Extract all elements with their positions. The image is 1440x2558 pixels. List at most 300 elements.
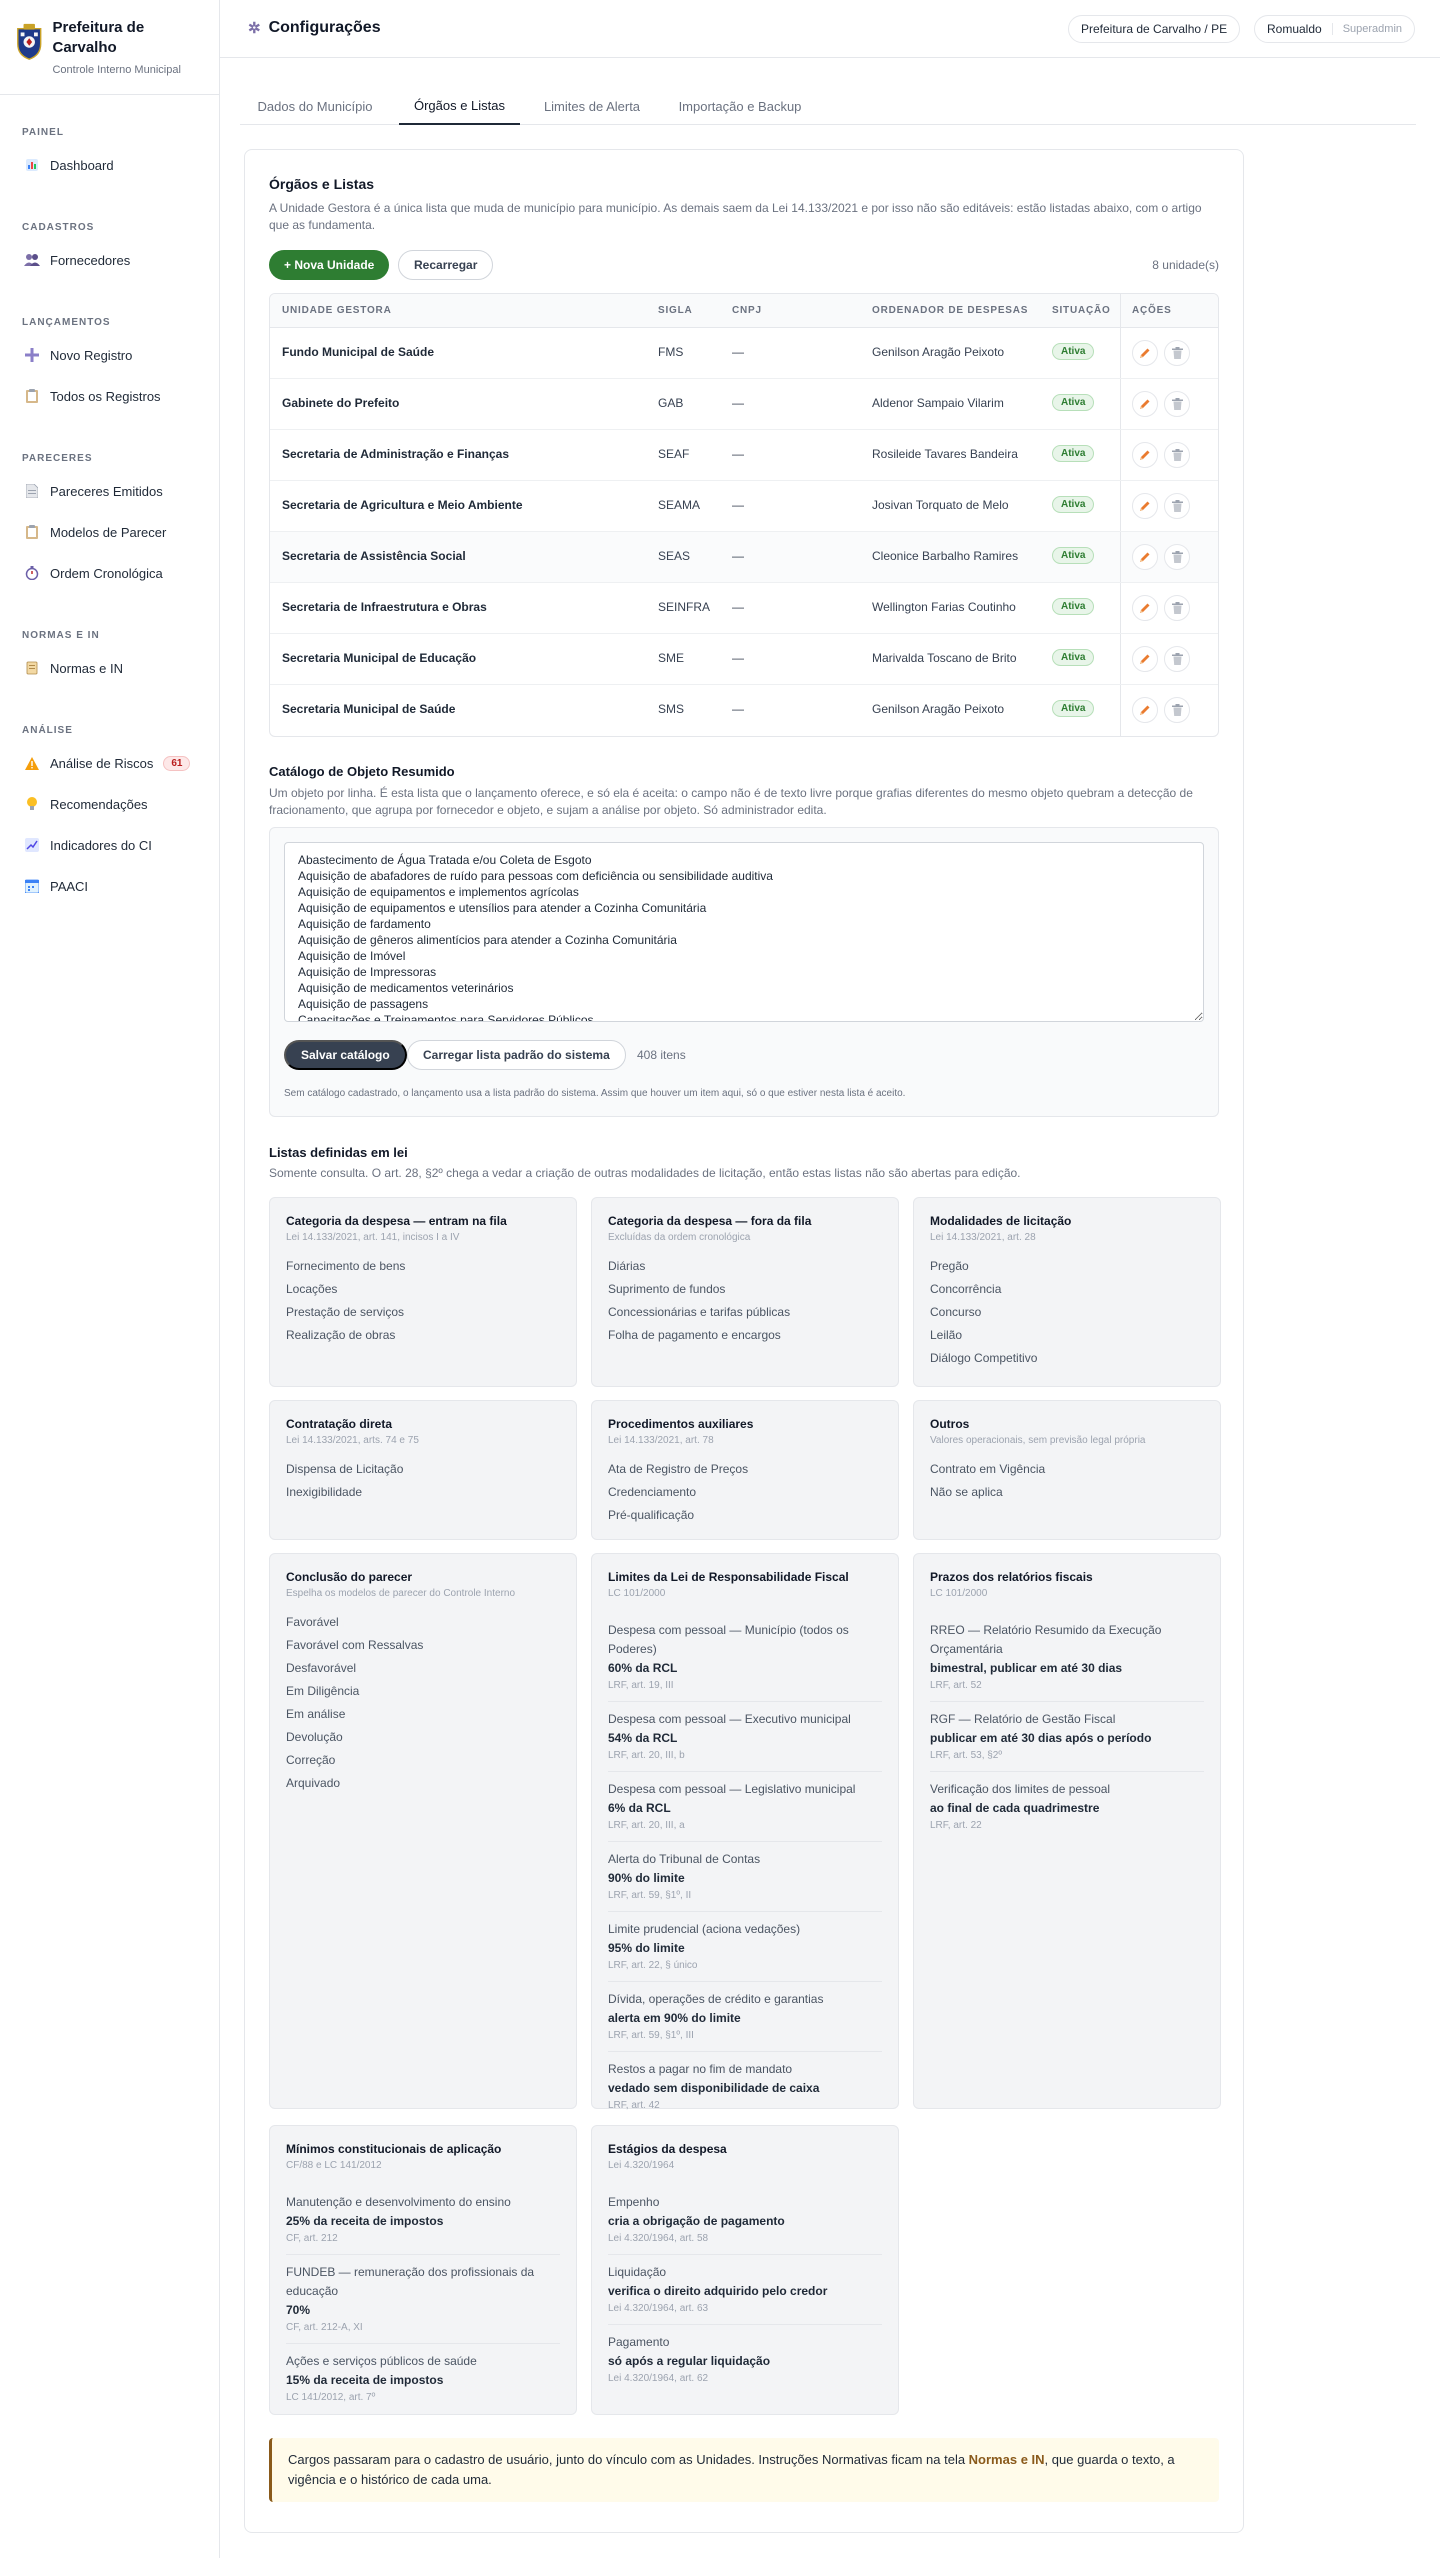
list-item: Diálogo Competitivo — [930, 1351, 1038, 1365]
trash-icon — [1172, 398, 1183, 410]
law-list-card — [269, 1400, 577, 1540]
top-bar — [220, 0, 1440, 58]
list-item: Concurso — [930, 1305, 982, 1319]
pencil-icon — [1139, 347, 1151, 359]
list-item: Suprimento de fundos — [608, 1282, 726, 1296]
catalog-editor — [269, 827, 1219, 1117]
expense-stages-list — [608, 2185, 882, 2394]
sidebar-item-indicadores[interactable] — [16, 830, 206, 860]
cell-ordenador: Genilson Aragão Peixoto — [872, 702, 1005, 716]
delete-button[interactable] — [1164, 697, 1190, 723]
tab-limites-alerta[interactable]: Limites de Alerta — [543, 99, 641, 114]
limit-value: vedado sem disponibilidade de caixa — [608, 2081, 820, 2095]
trash-icon — [1172, 653, 1183, 665]
list-item: Favorável com Ressalvas — [286, 1638, 424, 1652]
trash-icon — [1172, 551, 1183, 563]
status-badge: Ativa — [1052, 700, 1094, 717]
law-list-card — [591, 1197, 899, 1387]
list-item — [608, 1613, 882, 1702]
actions-divider — [1120, 481, 1121, 531]
list-item — [286, 2255, 560, 2344]
limit-reference: LRF, art. 53, §2º — [930, 1750, 1003, 1761]
sidebar-item-label: Pareceres Emitidos — [50, 483, 163, 499]
sidebar-item-pareceres-emitidos[interactable] — [16, 476, 206, 506]
limit-value: ao final de cada quadrimestre — [930, 1801, 1100, 1815]
tab-orgaos-listas[interactable]: Órgãos e Listas — [399, 88, 520, 125]
limit-label: Despesa com pessoal — Município (todos os Poderes) — [608, 1623, 849, 1656]
scroll-icon — [24, 660, 40, 676]
unit-count: 8 unidade(s) — [1152, 258, 1219, 272]
card-list — [608, 1255, 882, 1347]
cell-unidade: Secretaria de Agricultura e Meio Ambiente — [282, 498, 523, 512]
pencil-icon — [1139, 551, 1151, 563]
card-title: Conclusão do parecer — [286, 1570, 413, 1584]
tab-importacao-backup[interactable]: Importação e Backup — [678, 99, 802, 114]
limit-reference: CF, art. 212 — [286, 2233, 338, 2244]
page-title-text: Configurações — [268, 19, 381, 36]
limit-reference: LRF, art. 59, §1º, II — [608, 1890, 692, 1901]
card-list — [286, 1611, 560, 1795]
users-icon — [24, 252, 40, 268]
list-item: Prestação de serviços — [286, 1305, 405, 1319]
column-header: SIGLA — [658, 305, 693, 316]
limit-value: verifica o direito adquirido pelo credor — [608, 2284, 828, 2298]
law-list-card — [913, 1197, 1221, 1387]
cell-sigla: SEAS — [658, 549, 691, 563]
cell-sigla: SEAMA — [658, 498, 701, 512]
limit-value: cria a obrigação de pagamento — [608, 2214, 785, 2228]
card-list — [930, 1255, 1204, 1370]
table-row — [270, 481, 1218, 532]
limit-reference: LRF, art. 59, §1º, III — [608, 2030, 694, 2041]
table-row — [270, 685, 1218, 736]
limit-reference: LRF, art. 52 — [930, 1680, 982, 1691]
trend-icon — [24, 837, 40, 853]
card-subtitle: Espelha os modelos de parecer do Controle Interno — [286, 1588, 516, 1599]
law-list-card — [269, 1553, 577, 2109]
nav-section-cadastros: CADASTROS — [22, 222, 95, 233]
page-title — [248, 19, 381, 37]
list-item: Locações — [286, 1282, 338, 1296]
pencil-icon — [1139, 704, 1151, 716]
plus-icon — [24, 347, 40, 363]
list-item: Inexigibilidade — [286, 1485, 363, 1499]
expense-stages-card — [591, 2125, 899, 2415]
sidebar-item-label: PAACI — [50, 878, 89, 894]
catalog-hint: Sem catálogo cadastrado, o lançamento usa a lista padrão do sistema. Assim que houver um item aqui, só o que estiver nesta lista é aceito. — [284, 1088, 906, 1099]
limit-label: Dívida, operações de crédito e garantias — [608, 1992, 824, 2006]
list-item: Dispensa de Licitação — [286, 1462, 404, 1476]
sidebar-item-paaci[interactable] — [16, 871, 206, 901]
sidebar-item-label: Recomendações — [50, 796, 148, 812]
law-list-card — [913, 1400, 1221, 1540]
constitutional-minimums-list — [286, 2185, 560, 2413]
list-item: Favorável — [286, 1615, 339, 1629]
list-item — [930, 1772, 1204, 1841]
sidebar-item-dashboard[interactable] — [16, 150, 206, 180]
sidebar-item-fornecedores[interactable] — [16, 245, 206, 275]
brand-subtitle: Controle Interno Municipal — [52, 64, 181, 76]
actions-divider — [1120, 294, 1121, 327]
cell-sigla: FMS — [658, 345, 684, 359]
limit-reference: CF, art. 212-A, XI — [286, 2322, 363, 2333]
edit-button[interactable] — [1132, 493, 1158, 519]
card-subtitle: Lei 4.320/1964 — [608, 2160, 675, 2171]
limit-reference: LRF, art. 42 — [608, 2100, 660, 2111]
cell-ordenador: Wellington Farias Coutinho — [872, 600, 1016, 614]
law-list-card — [591, 1400, 899, 1540]
column-header: AÇÕES — [1132, 305, 1172, 316]
list-item: Desfavorável — [286, 1661, 357, 1675]
limit-value: 90% do limite — [608, 1871, 685, 1885]
fiscal-deadlines-list — [930, 1613, 1204, 1841]
list-item — [930, 1702, 1204, 1772]
card-subtitle: Lei 14.133/2021, arts. 74 e 75 — [286, 1435, 419, 1446]
card-subtitle: Lei 14.133/2021, art. 141, incisos I a IV — [286, 1232, 460, 1243]
actions-divider — [1120, 634, 1121, 684]
cell-unidade: Secretaria de Infraestrutura e Obras — [282, 600, 487, 614]
status-badge: Ativa — [1052, 445, 1094, 462]
section-description-orgaos: A Unidade Gestora é a única lista que muda de município para município. As demais saem da Lei 14.133/2021 e por isso não são editáveis: estão listadas abaixo, com o artigo que as fundamenta. — [269, 201, 1202, 232]
card-subtitle: Lei 14.133/2021, art. 28 — [930, 1232, 1036, 1243]
sidebar-item-todos-registros[interactable] — [16, 381, 206, 411]
user-menu[interactable] — [1254, 15, 1415, 43]
clipboard-icon — [24, 388, 40, 404]
pencil-icon — [1139, 653, 1151, 665]
card-subtitle: Excluídas da ordem cronológica — [608, 1232, 751, 1243]
sidebar-item-recomendacoes[interactable] — [16, 789, 206, 819]
table-row — [270, 328, 1218, 379]
limit-value: 6% da RCL — [608, 1801, 671, 1815]
card-subtitle: LC 101/2000 — [608, 1588, 666, 1599]
list-item: Realização de obras — [286, 1328, 396, 1342]
sidebar-item-label: Análise de Riscos — [50, 755, 154, 771]
note-text-after: , que guarda o texto, a vigência e o histórico de cada uma. — [288, 2452, 1175, 2487]
edit-button[interactable] — [1132, 340, 1158, 366]
warning-icon — [24, 755, 40, 771]
cell-unidade: Secretaria de Administração e Finanças — [282, 447, 509, 461]
settings-tabs — [240, 88, 1416, 125]
fiscal-deadlines-card — [913, 1553, 1221, 2109]
table-row — [270, 379, 1218, 430]
note-text-before: Cargos passaram para o cadastro de usuário, junto do vínculo com as Unidades. Instruções Normativas ficam na tela — [288, 2452, 969, 2467]
limit-label: Restos a pagar no fim de mandato — [608, 2062, 793, 2076]
limit-label: Ações e serviços públicos de saúde — [286, 2354, 477, 2368]
trash-icon — [1172, 602, 1183, 614]
info-note — [269, 2438, 1219, 2502]
limit-value: alerta em 90% do limite — [608, 2011, 741, 2025]
sidebar-item-analise-riscos[interactable] — [16, 748, 206, 778]
cell-ordenador: Marivalda Toscano de Brito — [872, 651, 1017, 665]
limit-label: Despesa com pessoal — Executivo municipal — [608, 1712, 851, 1726]
edit-button[interactable] — [1132, 391, 1158, 417]
actions-divider — [1120, 379, 1121, 429]
sidebar-item-label: Dashboard — [50, 157, 114, 173]
limit-value: publicar em até 30 dias após o período — [930, 1731, 1152, 1745]
law-list-card — [269, 1197, 577, 1387]
municipality-name: Prefeitura de Carvalho / PE — [1081, 22, 1228, 36]
cell-cnpj: — — [732, 345, 744, 359]
actions-divider — [1120, 583, 1121, 633]
cell-cnpj: — — [732, 447, 744, 461]
status-badge: Ativa — [1052, 496, 1094, 513]
list-item — [286, 2344, 560, 2413]
table-row — [270, 634, 1218, 685]
table-row — [270, 583, 1218, 634]
limit-reference: LRF, art. 19, III — [608, 1680, 674, 1691]
list-item: Em Diligência — [286, 1684, 360, 1698]
limit-value: 15% da receita de impostos — [286, 2373, 444, 2387]
cell-cnpj: — — [732, 651, 744, 665]
sidebar-item-normas-in[interactable] — [16, 653, 206, 683]
section-description-listas: Somente consulta. O art. 28, §2º chega a vedar a criação de outras modalidades de licitação, então estas listas não são abertas para edição. — [269, 1166, 1021, 1180]
card-subtitle: CF/88 e LC 141/2012 — [286, 2160, 382, 2171]
card-title: Contratação direta — [286, 1417, 393, 1431]
cell-cnpj: — — [732, 702, 744, 716]
limit-label: FUNDEB — remuneração dos profissionais da educação — [286, 2265, 535, 2298]
actions-divider — [1120, 532, 1121, 582]
limit-value: 70% — [286, 2303, 311, 2317]
limit-reference: LC 141/2012, art. 7º — [286, 2392, 376, 2403]
card-title: Estágios da despesa — [608, 2142, 727, 2156]
pencil-icon — [1139, 398, 1151, 410]
delete-button[interactable] — [1164, 340, 1190, 366]
edit-button[interactable] — [1132, 646, 1158, 672]
list-item: Concessionárias e tarifas públicas — [608, 1305, 791, 1319]
list-item — [608, 1702, 882, 1772]
pencil-icon — [1139, 500, 1151, 512]
column-header: CNPJ — [732, 305, 762, 316]
list-item — [608, 1912, 882, 1982]
cell-ordenador: Genilson Aragão Peixoto — [872, 345, 1005, 359]
status-badge: Ativa — [1052, 394, 1094, 411]
brand — [0, 0, 219, 95]
sidebar-item-novo-registro[interactable] — [16, 340, 206, 370]
list-item — [608, 1772, 882, 1842]
limit-label: Empenho — [608, 2195, 660, 2209]
cell-cnpj: — — [732, 600, 744, 614]
catalog-count: 408 itens — [637, 1048, 686, 1062]
cell-unidade: Secretaria Municipal de Educação — [282, 651, 477, 665]
limit-reference: LRF, art. 20, III, a — [608, 1820, 685, 1831]
cell-sigla: SMS — [658, 702, 685, 716]
cell-cnpj: — — [732, 498, 744, 512]
card-title: Prazos dos relatórios fiscais — [930, 1570, 1093, 1584]
limit-label: Liquidação — [608, 2265, 667, 2279]
sidebar-item-label: Todos os Registros — [50, 388, 161, 404]
lrf-limits-list — [608, 1613, 882, 2121]
card-title: Procedimentos auxiliares — [608, 1417, 754, 1431]
list-item — [608, 2185, 882, 2255]
table-row — [270, 430, 1218, 481]
card-subtitle: Valores operacionais, sem previsão legal própria — [930, 1435, 1146, 1446]
limit-label: Pagamento — [608, 2335, 670, 2349]
user-role: Superadmin — [1332, 23, 1402, 35]
list-item: Não se aplica — [930, 1485, 1003, 1499]
delete-button[interactable] — [1164, 442, 1190, 468]
cell-sigla: GAB — [658, 396, 684, 410]
status-badge: Ativa — [1052, 343, 1094, 360]
limit-value: só após a regular liquidação — [608, 2354, 771, 2368]
actions-divider — [1120, 685, 1121, 736]
list-item — [608, 1982, 882, 2052]
municipal-crest-icon — [14, 22, 44, 62]
delete-button[interactable] — [1164, 391, 1190, 417]
list-item: Folha de pagamento e encargos — [608, 1328, 781, 1342]
calendar-icon — [24, 878, 40, 894]
list-item — [608, 2325, 882, 2394]
sidebar — [0, 0, 220, 2558]
list-item: Correção — [286, 1753, 336, 1767]
chart-icon — [24, 157, 40, 173]
delete-button[interactable] — [1164, 493, 1190, 519]
sidebar-item-label: Novo Registro — [50, 347, 133, 363]
sidebar-item-label: Indicadores do CI — [50, 837, 152, 853]
user-name: Romualdo — [1267, 22, 1322, 36]
list-item: Leilão — [930, 1328, 963, 1342]
column-header: SITUAÇÃO — [1052, 305, 1111, 316]
status-badge: Ativa — [1052, 649, 1094, 666]
edit-button[interactable] — [1132, 544, 1158, 570]
limit-label: Despesa com pessoal — Legislativo municipal — [608, 1782, 856, 1796]
section-description-catalogo: Um objeto por linha. É esta lista que o lançamento oferece, e só ela é aceita: o campo não é de texto livre porque grafias diferentes do mesmo objeto quebram a detecção de fracionamento, que agrupa por fornecedor e objeto, e sujam a análise por objeto. Só administrador edita. — [269, 786, 1193, 817]
status-badge: Ativa — [1052, 547, 1094, 564]
list-item: Arquivado — [286, 1776, 341, 1790]
card-list — [286, 1255, 560, 1347]
pencil-icon — [1139, 449, 1151, 461]
card-title: Categoria da despesa — entram na fila — [286, 1214, 507, 1228]
nav-section-analise: ANÁLISE — [22, 725, 73, 736]
limit-reference: LRF, art. 22, § único — [608, 1960, 698, 1971]
cell-ordenador: Cleonice Barbalho Ramires — [872, 549, 1019, 563]
card-title: Mínimos constitucionais de aplicação — [286, 2142, 502, 2156]
list-item — [930, 1613, 1204, 1702]
card-title: Outros — [930, 1417, 970, 1431]
save-catalog-button[interactable]: Salvar catálogo — [284, 1040, 407, 1070]
sidebar-item-label: Fornecedores — [50, 252, 131, 268]
limit-reference: LRF, art. 22 — [930, 1820, 982, 1831]
lrf-limits-card — [591, 1553, 899, 2109]
cell-ordenador: Aldenor Sampaio Vilarim — [872, 396, 1004, 410]
new-unit-button[interactable]: + Nova Unidade — [269, 250, 389, 280]
actions-divider — [1120, 328, 1121, 378]
nav-section-normas: NORMAS E IN — [22, 630, 100, 641]
cell-sigla: SME — [658, 651, 685, 665]
catalog-textarea[interactable] — [284, 842, 1204, 1022]
sidebar-item-label: Ordem Cronológica — [50, 565, 163, 581]
column-header: UNIDADE GESTORA — [282, 305, 392, 316]
list-item: Credenciamento — [608, 1485, 697, 1499]
cell-cnpj: — — [732, 396, 744, 410]
nav-section-lancamentos: LANÇAMENTOS — [22, 317, 111, 328]
card-list — [286, 1458, 560, 1504]
column-header: ORDENADOR DE DESPESAS — [872, 305, 1029, 316]
clipboard-icon — [24, 524, 40, 540]
section-title-listas: Listas definidas em lei — [269, 1145, 408, 1160]
municipality-selector[interactable] — [1068, 15, 1240, 43]
edit-button[interactable] — [1132, 595, 1158, 621]
delete-button[interactable] — [1164, 646, 1190, 672]
limit-reference: Lei 4.320/1964, art. 58 — [608, 2233, 709, 2244]
limit-label: Verificação dos limites de pessoal — [930, 1782, 1111, 1796]
nav-section-pareceres: PARECERES — [22, 453, 93, 464]
limit-reference: LRF, art. 20, III, b — [608, 1750, 685, 1761]
list-item: Pré-qualificação — [608, 1508, 695, 1522]
limit-value: bimestral, publicar em até 30 dias — [930, 1661, 1123, 1675]
limit-value: 54% da RCL — [608, 1731, 678, 1745]
table-body — [270, 328, 1218, 736]
limit-value: 60% da RCL — [608, 1661, 678, 1675]
list-item: Ata de Registro de Preços — [608, 1462, 749, 1476]
constitutional-minimums-card — [269, 2125, 577, 2415]
sidebar-item-ordem-cronologica[interactable] — [16, 558, 206, 588]
cell-unidade: Secretaria Municipal de Saúde — [282, 702, 456, 716]
card-subtitle: Lei 14.133/2021, art. 78 — [608, 1435, 714, 1446]
stopwatch-icon — [24, 565, 40, 581]
sidebar-item-label: Modelos de Parecer — [50, 524, 167, 540]
delete-button[interactable] — [1164, 544, 1190, 570]
trash-icon — [1172, 500, 1183, 512]
brand-name: Prefeitura de Carvalho — [52, 19, 145, 56]
list-item: Concorrência — [930, 1282, 1002, 1296]
edit-button[interactable] — [1132, 442, 1158, 468]
limit-label: Manutenção e desenvolvimento do ensino — [286, 2195, 511, 2209]
load-default-list-button[interactable]: Carregar lista padrão do sistema — [407, 1040, 626, 1070]
limit-label: Limite prudencial (aciona vedações) — [608, 1922, 801, 1936]
section-title-orgaos: Órgãos e Listas — [269, 176, 375, 192]
list-item — [286, 2185, 560, 2255]
list-item: Contrato em Vigência — [930, 1462, 1046, 1476]
document-icon — [24, 483, 40, 499]
cell-sigla: SEINFRA — [658, 600, 711, 614]
list-item — [608, 1842, 882, 1912]
lightbulb-icon — [24, 796, 40, 812]
gear-icon: ✲ — [248, 20, 261, 37]
limit-label: RREO — Relatório Resumido da Execução Orçamentária — [930, 1623, 1162, 1656]
card-list — [930, 1458, 1204, 1504]
tab-dados-municipio[interactable]: Dados do Município — [257, 99, 373, 114]
card-title: Modalidades de licitação — [930, 1214, 1072, 1228]
trash-icon — [1172, 449, 1183, 461]
cell-cnpj: — — [732, 549, 744, 563]
cell-sigla: SEAF — [658, 447, 690, 461]
list-item — [608, 2052, 882, 2121]
section-title-catalogo: Catálogo de Objeto Resumido — [269, 764, 455, 779]
list-item: Fornecimento de bens — [286, 1259, 406, 1273]
table-row — [270, 532, 1218, 583]
limit-label: RGF — Relatório de Gestão Fiscal — [930, 1712, 1116, 1726]
cell-unidade: Gabinete do Prefeito — [282, 396, 400, 410]
status-badge: Ativa — [1052, 598, 1094, 615]
limit-value: 25% da receita de impostos — [286, 2214, 444, 2228]
sidebar-item-modelos-parecer[interactable] — [16, 517, 206, 547]
cell-unidade: Fundo Municipal de Saúde — [282, 345, 435, 359]
units-table — [269, 293, 1219, 737]
table-header — [270, 294, 1218, 328]
reload-button[interactable]: Recarregar — [398, 250, 493, 280]
pencil-icon — [1139, 602, 1151, 614]
nav-section-painel: PAINEL — [22, 127, 64, 138]
card-list — [608, 1458, 882, 1527]
edit-button[interactable] — [1132, 697, 1158, 723]
limit-label: Alerta do Tribunal de Contas — [608, 1852, 761, 1866]
limit-reference: Lei 4.320/1964, art. 63 — [608, 2303, 709, 2314]
cell-ordenador: Rosileide Tavares Bandeira — [872, 447, 1018, 461]
list-item: Devolução — [286, 1730, 343, 1744]
delete-button[interactable] — [1164, 595, 1190, 621]
normas-in-link[interactable]: Normas e IN — [968, 2452, 1045, 2467]
card-title: Limites da Lei de Responsabilidade Fiscal — [608, 1570, 849, 1584]
